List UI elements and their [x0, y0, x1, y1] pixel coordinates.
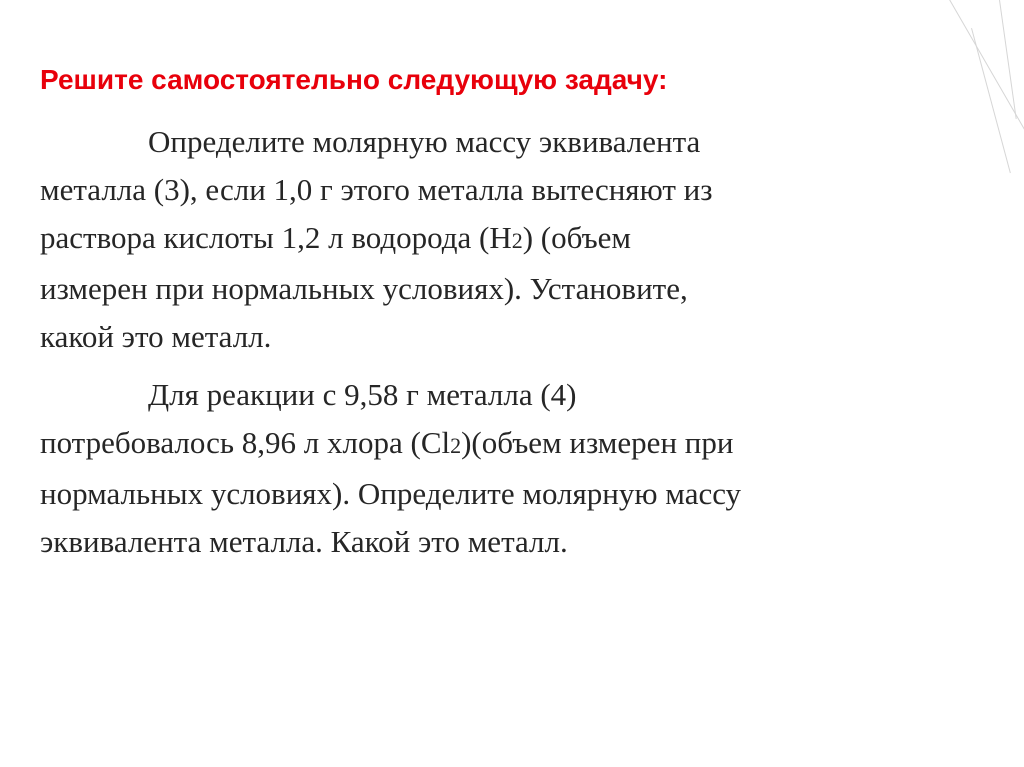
hydrogen-formula: H: [489, 220, 512, 255]
problem-4-line-2: потребовалось 8,96 л хлора (Cl2)(объем измерен при: [40, 425, 734, 460]
hydrogen-subscript: 2: [511, 228, 523, 253]
problem-3-line-5: какой это металл.: [40, 319, 272, 354]
slide-body: [40, 118, 990, 576]
problem-3: [40, 118, 990, 361]
problem-4: [40, 371, 990, 566]
problem-3-line-3: раствора кислоты 1,2 л водорода (H2) (объем: [40, 220, 632, 255]
problem-3-line-1: Определите молярную массу эквивалента: [148, 124, 701, 159]
problem-4-line-4: эквивалента металла. Какой это металл.: [40, 524, 568, 559]
problem-3-line-4: измерен при нормальных условиях). Установите,: [40, 271, 688, 306]
chlorine-formula: Cl: [420, 425, 451, 460]
problem-4-line-3: нормальных условиях). Определите молярную массу: [40, 476, 742, 511]
problem-4-line-1: Для реакции с 9,58 г металла (4): [148, 377, 577, 412]
chlorine-subscript: 2: [450, 433, 462, 458]
slide-heading: Решите самостоятельно следующую задачу:: [40, 64, 668, 95]
problem-3-line-2: металла (3), если 1,0 г этого металла вытесняют из: [40, 172, 713, 207]
